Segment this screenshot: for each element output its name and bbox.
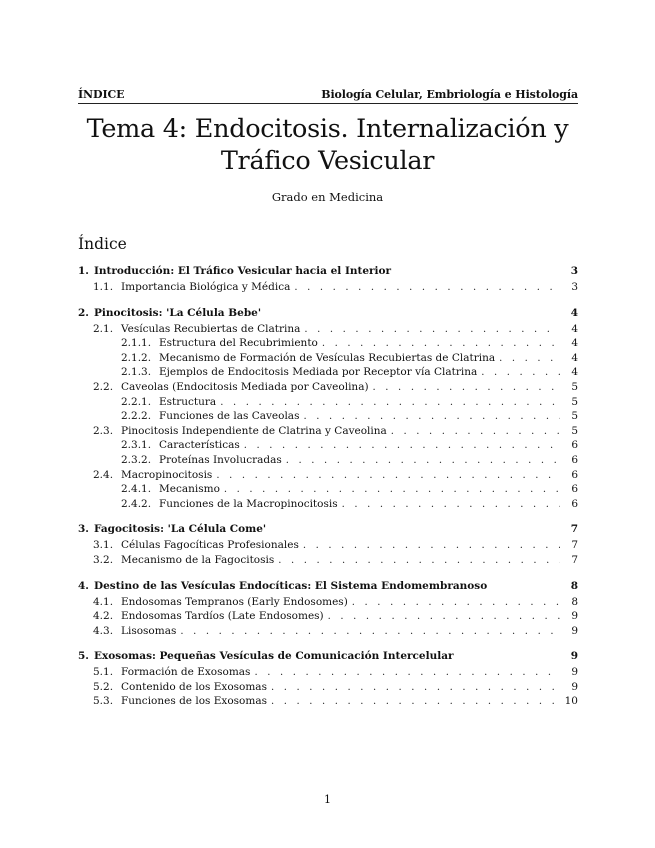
header-left: ÍNDICE xyxy=(78,88,125,101)
toc-entry-title: Caveolas (Endocitosis Mediada por Caveolina) xyxy=(121,380,369,393)
toc-entry-title: Funciones de los Exosomas xyxy=(121,695,267,708)
toc-entry-number: 2.3.2. xyxy=(121,453,152,466)
toc-entry-title: Ejemplos de Endocitosis Mediada por Receptor vía Clatrina xyxy=(159,366,478,379)
toc-entry[interactable] xyxy=(78,666,578,681)
toc-leader-dots xyxy=(352,597,560,608)
toc-entry-page: 6 xyxy=(571,483,578,496)
toc-entry-title: Macropinocitosis xyxy=(121,468,213,481)
toc-entry[interactable] xyxy=(78,580,578,596)
toc-entry[interactable] xyxy=(78,337,578,352)
toc-entry-number: 3.2. xyxy=(93,553,114,566)
toc-entry-title: Funciones de la Macropinocitosis xyxy=(159,497,338,510)
toc-entry[interactable] xyxy=(78,498,578,513)
toc-entry-number: 2.2.1. xyxy=(121,395,152,408)
toc-entry[interactable] xyxy=(78,681,578,696)
document-subtitle: Grado en Medicina xyxy=(271,190,384,204)
toc-entry-number: 5.2. xyxy=(93,680,114,693)
toc-leader-dots xyxy=(391,426,560,437)
toc-entry-number: 4. xyxy=(78,579,89,592)
toc-entry-page: 8 xyxy=(570,579,578,592)
header-right: Biología Celular, Embriología e Histología xyxy=(321,88,578,101)
toc-leader-dots xyxy=(373,382,560,393)
toc-entry-title: Endosomas Tempranos (Early Endosomes) xyxy=(121,595,348,608)
toc-entry-title: Estructura del Recubrimiento xyxy=(159,337,318,350)
toc-entry-title: Pinocitosis: 'La Célula Bebe' xyxy=(94,306,262,319)
toc-entry-title: Importancia Biológica y Médica xyxy=(121,281,291,293)
toc-entry-number: 2.1.3. xyxy=(121,366,152,379)
toc-entry-page: 9 xyxy=(570,650,578,663)
toc-entry[interactable] xyxy=(78,695,578,710)
toc-entry-title: Fagocitosis: 'La Célula Come' xyxy=(94,523,267,536)
toc-leader-dots xyxy=(342,499,560,510)
toc-entry-title: Formación de Exosomas xyxy=(121,666,251,679)
toc-entry[interactable] xyxy=(78,307,578,323)
toc-entry-page: 7 xyxy=(571,553,578,566)
toc-entry-number: 1.1. xyxy=(93,281,114,293)
toc-leader-dots xyxy=(294,282,560,293)
toc-entry[interactable] xyxy=(78,483,578,498)
toc-entry-page: 10 xyxy=(564,695,578,708)
toc-entry-page: 6 xyxy=(571,439,578,452)
toc-entry[interactable] xyxy=(78,610,578,625)
toc-entry-page: 7 xyxy=(570,523,578,536)
toc-entry-number: 4.3. xyxy=(93,624,114,637)
toc-entry[interactable] xyxy=(78,454,578,469)
toc-entry-title: Destino de las Vesículas Endocíticas: El Sistema Endomembranoso xyxy=(94,579,488,592)
toc-entry[interactable] xyxy=(78,410,578,425)
toc-entry[interactable] xyxy=(78,281,578,296)
toc-leader-dots xyxy=(328,611,560,622)
toc-entry-number: 2.2. xyxy=(93,380,114,393)
toc-entry-title: Proteínas Involucradas xyxy=(159,453,282,466)
toc-entry-number: 1. xyxy=(78,265,89,277)
toc-entry-page: 5 xyxy=(571,380,578,393)
toc-leader-dots xyxy=(499,353,560,364)
toc-leader-dots xyxy=(481,367,560,378)
toc-leader-dots xyxy=(271,696,559,707)
toc-entry[interactable] xyxy=(78,323,578,338)
title-line-1: Tema 4: Endocitosis. Internalización y xyxy=(86,114,569,144)
toc-entry-number: 3. xyxy=(78,523,89,536)
toc-leader-dots xyxy=(304,324,560,335)
toc-entry-number: 4.2. xyxy=(93,610,114,623)
toc-entry-page: 6 xyxy=(571,453,578,466)
toc-entry[interactable] xyxy=(78,366,578,381)
toc-leader-dots xyxy=(180,626,560,637)
toc-entry-number: 5.1. xyxy=(93,666,114,679)
toc-entry[interactable] xyxy=(78,469,578,484)
toc-entry-page: 4 xyxy=(571,351,578,364)
toc-entry-title: Pinocitosis Independiente de Clatrina y Caveolina xyxy=(121,424,387,437)
toc-entry[interactable] xyxy=(78,396,578,411)
toc-entry-title: Mecanismo de Formación de Vesículas Recubiertas de Clatrina xyxy=(159,351,496,364)
toc-entry-number: 2.4.1. xyxy=(121,483,152,496)
document-title xyxy=(60,113,595,177)
toc-leader-dots xyxy=(271,682,560,693)
toc-leader-dots xyxy=(278,555,560,566)
toc-entry[interactable] xyxy=(78,650,578,666)
toc-heading: Índice xyxy=(78,235,127,253)
toc-entry-title: Características xyxy=(159,439,240,452)
toc-entry-title: Endosomas Tardíos (Late Endosomes) xyxy=(121,610,324,623)
toc-entry-page: 4 xyxy=(571,366,578,379)
toc-entry-number: 3.1. xyxy=(93,539,114,552)
toc-leader-dots xyxy=(244,440,560,451)
toc-entry-page: 4 xyxy=(571,337,578,350)
toc-leader-dots xyxy=(216,470,560,481)
toc-entry-number: 2.3.1. xyxy=(121,439,152,452)
toc-entry-title: Mecanismo xyxy=(159,483,220,496)
toc-entry-title: Estructura xyxy=(159,395,217,408)
toc-entry[interactable] xyxy=(78,439,578,454)
toc-entry[interactable] xyxy=(78,352,578,367)
toc-entry-page: 9 xyxy=(571,680,578,693)
toc-entry-page: 6 xyxy=(571,468,578,481)
toc-leader-dots xyxy=(220,397,560,408)
toc-leader-dots xyxy=(254,667,560,678)
toc-entry-title: Células Fagocíticas Profesionales xyxy=(121,539,299,552)
toc-entry[interactable] xyxy=(78,523,578,539)
toc-entry-title: Exosomas: Pequeñas Vesículas de Comunicación Intercelular xyxy=(94,650,454,663)
toc-entry-page: 9 xyxy=(571,624,578,637)
toc-entry-number: 2.1. xyxy=(93,322,114,335)
toc-entry[interactable] xyxy=(78,425,578,440)
toc-entry-page: 9 xyxy=(571,610,578,623)
toc-entry-page: 5 xyxy=(571,395,578,408)
toc-entry-number: 2.1.2. xyxy=(121,351,152,364)
toc-entry[interactable] xyxy=(78,625,578,640)
toc-entry-number: 2.3. xyxy=(93,424,114,437)
toc-entry[interactable] xyxy=(78,381,578,396)
toc-entry[interactable] xyxy=(78,539,578,554)
toc-entry-title: Lisosomas xyxy=(121,624,177,637)
toc-entry-page: 9 xyxy=(571,666,578,679)
toc-entry-title: Mecanismo de la Fagocitosis xyxy=(121,553,275,566)
toc-entry-page: 5 xyxy=(571,410,578,423)
toc-entry-page: 6 xyxy=(571,497,578,510)
running-header xyxy=(78,88,578,104)
toc-entry-number: 2.1.1. xyxy=(121,337,152,350)
toc-leader-dots xyxy=(303,540,560,551)
toc-entry-number: 2. xyxy=(78,306,89,319)
toc-entry-number: 5.3. xyxy=(93,695,114,708)
toc-entry-number: 2.4.2. xyxy=(121,497,152,510)
toc-entry[interactable] xyxy=(78,554,578,569)
toc-entry-page: 4 xyxy=(570,306,578,319)
toc-entry-page: 4 xyxy=(571,322,578,335)
toc-entry-page: 8 xyxy=(571,595,578,608)
toc-entry-number: 4.1. xyxy=(93,595,114,608)
toc-entry-number: 2.2.2. xyxy=(121,410,152,423)
toc-leader-dots xyxy=(303,411,560,422)
toc-entry-title: Introducción: El Tráfico Vesicular hacia el Interior xyxy=(94,265,392,277)
toc-entry[interactable] xyxy=(78,596,578,611)
title-line-2: Tráfico Vesicular xyxy=(220,146,435,176)
toc-leader-dots xyxy=(286,455,560,466)
toc-entry-title: Funciones de las Caveolas xyxy=(159,410,300,423)
toc-entry-number: 5. xyxy=(78,650,89,663)
toc-entry[interactable] xyxy=(78,265,578,281)
toc-entry-title: Vesículas Recubiertas de Clatrina xyxy=(121,322,301,335)
toc-leader-dots xyxy=(322,338,560,349)
toc-entry-title: Contenido de los Exosomas xyxy=(121,680,267,693)
table-of-contents xyxy=(78,265,578,710)
toc-entry-page: 3 xyxy=(570,265,578,277)
toc-entry-page: 3 xyxy=(571,281,578,293)
page-number: 1 xyxy=(324,793,331,806)
toc-entry-number: 2.4. xyxy=(93,468,114,481)
toc-entry-page: 7 xyxy=(571,539,578,552)
toc-leader-dots xyxy=(224,484,560,495)
toc-entry-page: 5 xyxy=(571,424,578,437)
